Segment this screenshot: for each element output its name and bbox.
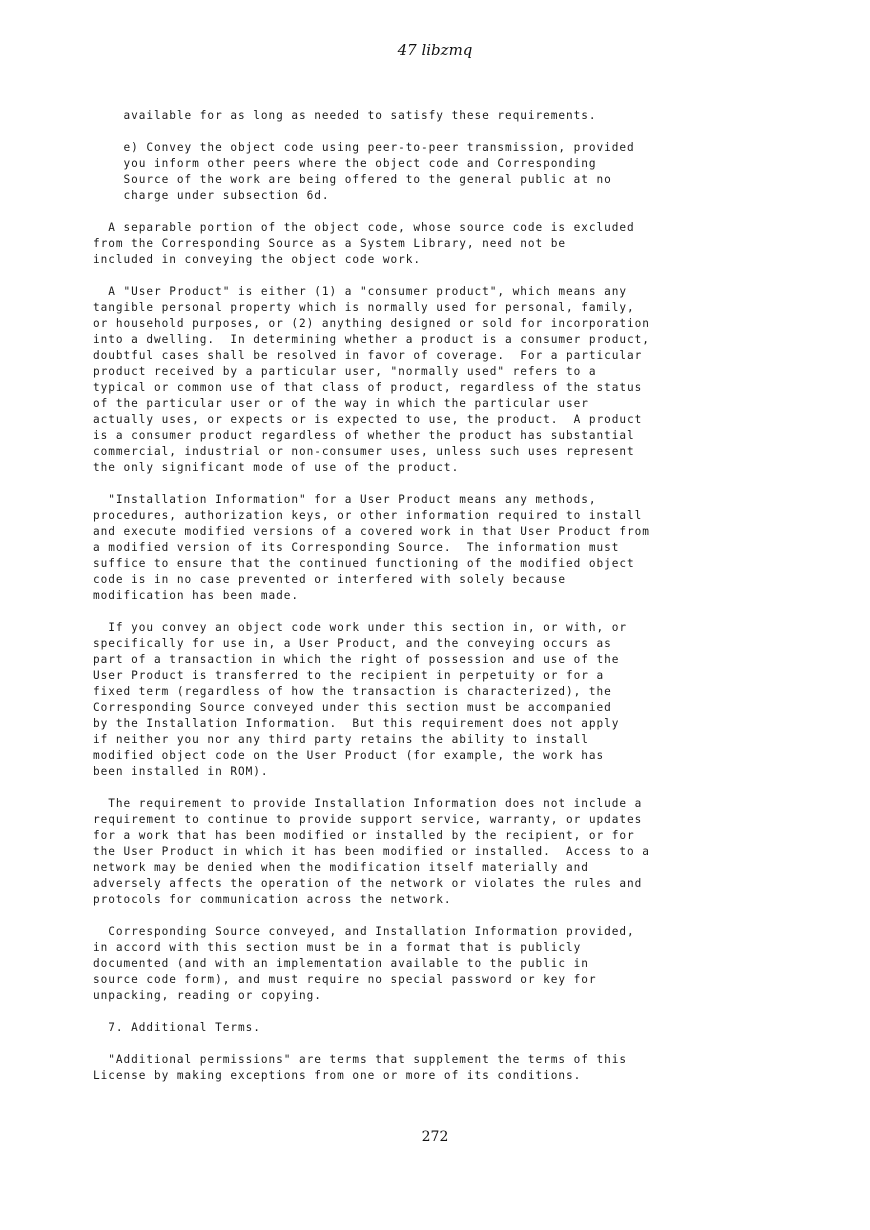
paragraph-spacer	[93, 1036, 793, 1052]
license-text-body	[93, 92, 793, 1100]
paragraph-peer-to-peer: e) Convey the object code using peer-to-peer transmission, provided you inform other peers where the object code and Corresponding Source of the work are being offered to the general public at no charge under subsection 6d.	[123, 141, 635, 202]
paragraph-corresponding-source-format: Corresponding Source conveyed, and Installation Information provided, in accord with this section must be in a format that is publicly documented (and with an implementation available to the public in source code form), and must require no special password or key for unpacking, reading or copying.	[93, 925, 635, 1002]
section-heading-additional-terms: 7. Additional Terms.	[93, 1021, 261, 1034]
paragraph-spacer	[93, 1004, 793, 1020]
paragraph-conveying-object-code: If you convey an object code work under this section in, or with, or specifically for use in, a User Product, and the conveying occurs as part of a transaction in which the right of possession and use of the User Product is transferred to the recipient in perpetuity or for a fixed term (regardless of how the transaction is characterized), the Corresponding Source conveyed under this section must be accompanied by the Installation Information. But this requirement does not apply if neither you nor any third party retains the ability to install modified object code on the User Product (for example, the work has been installed in ROM).	[93, 621, 628, 778]
paragraph-spacer	[93, 780, 793, 796]
paragraph-additional-permissions: "Additional permissions" are terms that supplement the terms of this License by making exceptions from one or more of its conditions.	[93, 1053, 628, 1082]
running-header: 47 libzmq	[397, 41, 473, 59]
paragraph-user-product: A "User Product" is either (1) a "consumer product", which means any tangible personal property which is normally used for personal, family, or household purposes, or (2) anything designed or sold for incorporation into a dwelling. In determining whether a product is a consumer product, doubtful cases shall be resolved in favor of coverage. For a particular product received by a particular user, "normally used" refers to a typical or common use of that class of product, regardless of the status of the particular user or of the way in which the particular user actually uses, or expects or is expected to use, the product. A product is a consumer product regardless of whether the product has substantial commercial, industrial or non-consumer uses, unless such uses represent the only significant mode of use of the product.	[93, 285, 650, 474]
page-number: 272	[421, 1129, 449, 1145]
paragraph-spacer	[93, 204, 793, 220]
paragraph-spacer	[93, 604, 793, 620]
paragraph-spacer	[93, 908, 793, 924]
paragraph-spacer	[93, 124, 793, 140]
paragraph-spacer	[93, 476, 793, 492]
paragraph-requirement-support: The requirement to provide Installation Information does not include a requirement to continue to provide support service, warranty, or updates for a work that has been modified or installed by the recipient, or for the User Product in which it has been modified or installed. Access to a network may be denied when the modification itself materially and adversely affects the operation of the network or violates the rules and protocols for communication across the network.	[93, 797, 650, 906]
paragraph-availability: available for as long as needed to satisfy these requirements.	[93, 109, 597, 122]
paragraph-installation-information: "Installation Information" for a User Product means any methods, procedures, authorization keys, or other information required to install and execute modified versions of a covered work in that User Product from a modified version of its Corresponding Source. The information must suffice to ensure that the continued functioning of the modified object code is in no case prevented or interfered with solely because modification has been made.	[93, 493, 650, 602]
paragraph-spacer	[93, 268, 793, 284]
paragraph-separable-portion: A separable portion of the object code, whose source code is excluded from the Corresponding Source as a System Library, need not be included in conveying the object code work.	[93, 221, 635, 266]
